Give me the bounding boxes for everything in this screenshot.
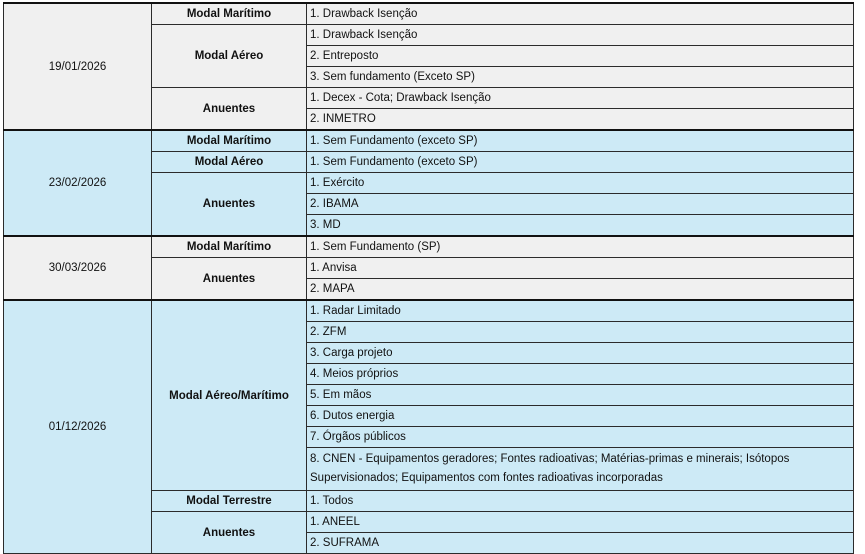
item-cell: 1. Drawback Isenção <box>307 3 854 25</box>
item-cell: 2. ZFM <box>307 322 854 343</box>
date-cell: 30/03/2026 <box>4 236 152 300</box>
date-cell: 01/12/2026 <box>4 300 152 554</box>
modal-cell: Modal Marítimo <box>152 3 307 25</box>
item-cell: 1. Sem Fundamento (exceto SP) <box>307 152 854 173</box>
item-cell: 3. Carga projeto <box>307 343 854 364</box>
item-cell: 4. Meios próprios <box>307 364 854 385</box>
item-cell: 1. Radar Limitado <box>307 300 854 322</box>
item-cell: 1. ANEEL <box>307 512 854 533</box>
table-row <box>4 3 854 25</box>
item-cell: 7. Órgãos públicos <box>307 427 854 448</box>
item-cell: 1. Exército <box>307 173 854 194</box>
item-cell: 8. CNEN - Equipamentos geradores; Fontes radioativas; Matérias-primas e minerais; Isótopos Supervisionados; Equipamentos com fontes radioativas incorporadas <box>307 448 854 491</box>
item-cell: 2. MAPA <box>307 279 854 301</box>
modal-cell: Modal Aéreo <box>152 152 307 173</box>
item-cell: 1. Sem Fundamento (SP) <box>307 236 854 258</box>
item-cell: 2. IBAMA <box>307 194 854 215</box>
date-cell: 23/02/2026 <box>4 130 152 236</box>
table-row <box>4 236 854 258</box>
modal-cell: Modal Aéreo <box>152 25 307 88</box>
table-row <box>4 130 854 152</box>
item-cell: 1. Anvisa <box>307 258 854 279</box>
modal-cell: Anuentes <box>152 512 307 554</box>
schedule-table <box>3 2 854 554</box>
modal-cell: Anuentes <box>152 88 307 131</box>
item-cell: 1. Decex - Cota; Drawback Isenção <box>307 88 854 109</box>
modal-cell: Modal Marítimo <box>152 130 307 152</box>
item-cell: 6. Dutos energia <box>307 406 854 427</box>
item-cell: 2. Entreposto <box>307 46 854 67</box>
modal-cell: Anuentes <box>152 173 307 237</box>
item-cell: 3. MD <box>307 215 854 237</box>
modal-cell: Modal Terrestre <box>152 491 307 512</box>
item-cell: 3. Sem fundamento (Exceto SP) <box>307 67 854 88</box>
modal-cell: Modal Marítimo <box>152 236 307 258</box>
modal-cell: Modal Aéreo/Marítimo <box>152 300 307 491</box>
item-cell: 2. INMETRO <box>307 109 854 131</box>
item-cell: 5. Em mãos <box>307 385 854 406</box>
item-cell: 1. Sem Fundamento (exceto SP) <box>307 130 854 152</box>
item-cell: 1. Todos <box>307 491 854 512</box>
item-cell: 2. SUFRAMA <box>307 533 854 554</box>
item-cell: 1. Drawback Isenção <box>307 25 854 46</box>
date-cell: 19/01/2026 <box>4 3 152 130</box>
table-row <box>4 300 854 322</box>
modal-cell: Anuentes <box>152 258 307 301</box>
